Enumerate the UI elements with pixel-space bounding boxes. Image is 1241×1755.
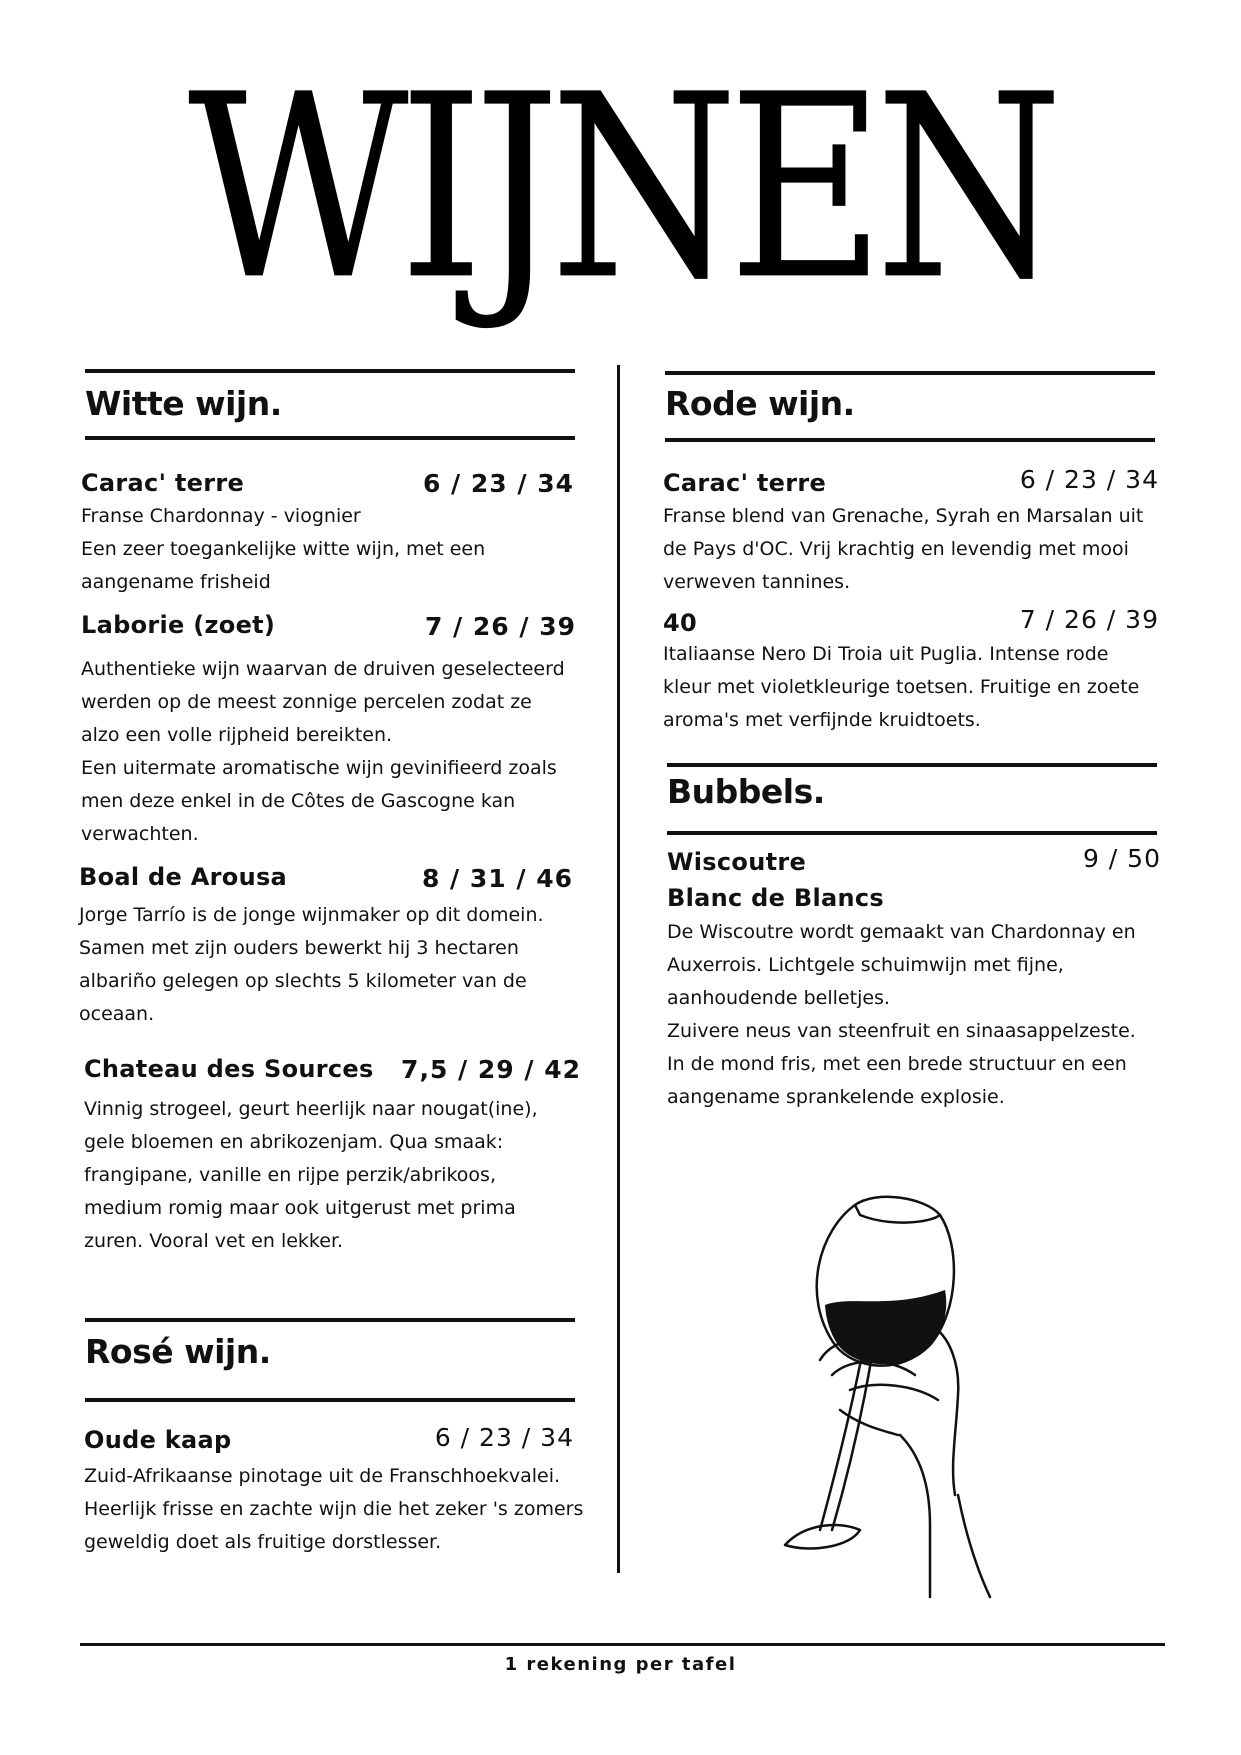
page-title: WIJNEN <box>187 39 1054 336</box>
section-title-witte: Witte wijn. <box>85 384 282 423</box>
wine-name: Boal de Arousa <box>79 863 288 891</box>
wine-name: Chateau des Sources <box>84 1055 374 1083</box>
wine-price: 7 / 26 / 39 <box>424 612 576 641</box>
section-rule-bottom <box>85 436 575 440</box>
wine-description: Italiaanse Nero Di Troia uit Puglia. Intense rode kleur met violetkleurige toetsen. Fruitige en zoete aroma's met verfijnde kruidtoets. <box>663 643 1140 731</box>
section-rule-top <box>85 369 575 373</box>
section-rule-bottom <box>85 1398 575 1402</box>
wine-price: 9 / 50 <box>1082 844 1161 873</box>
wine-description: Authentieke wijn waarvan de druiven geselecteerd werden op de meest zonnige percelen zodat ze alzo een volle rijpheid bereikten. Een uitermate aromatische wijn gevinifieerd zoals men deze enkel in de Côtes de Gascogne kan verwachten. <box>81 658 565 845</box>
wine-subname: Blanc de Blancs <box>667 884 885 912</box>
section-title-bubbels: Bubbels. <box>667 772 825 811</box>
wine-price: 7 / 26 / 39 <box>1019 605 1159 634</box>
wine-price: 6 / 23 / 34 <box>422 469 574 498</box>
section-rule-top <box>665 371 1155 375</box>
wine-price: 6 / 23 / 34 <box>434 1423 574 1452</box>
wine-description: De Wiscoutre wordt gemaakt van Chardonnay en Auxerrois. Lichtgele schuimwijn met fijne, aanhoudende belletjes. Zuivere neus van steenfruit en sinaasappelzeste. In de mond fris, met een brede structuur en een aangename sprankelende explosie. <box>667 921 1136 1108</box>
section-rule-bottom <box>667 831 1157 835</box>
footer-note: 1 rekening per tafel <box>504 1654 737 1675</box>
wine-name: Carac' terre <box>663 469 827 497</box>
section-title-rode: Rode wijn. <box>665 384 855 423</box>
wine-price: 8 / 31 / 46 <box>421 864 573 893</box>
column-divider <box>617 365 620 1573</box>
footer-rule <box>80 1643 1165 1646</box>
wine-name: Oude kaap <box>84 1426 232 1454</box>
section-rule-top <box>85 1318 575 1322</box>
wine-glass-hand-icon <box>780 1185 1020 1600</box>
wine-name: 40 <box>663 609 697 637</box>
wine-name: Carac' terre <box>81 469 245 497</box>
wine-description: Franse Chardonnay - viognier Een zeer toegankelijke witte wijn, met een aangename frisheid <box>81 505 486 593</box>
wine-description: Franse blend van Grenache, Syrah en Marsalan uit de Pays d'OC. Vrij krachtig en levendig met mooi verweven tannines. <box>663 505 1144 593</box>
wine-name: Laborie (zoet) <box>81 611 276 639</box>
wine-description: Jorge Tarrío is de jonge wijnmaker op dit domein. Samen met zijn ouders bewerkt hij 3 hectaren albariño gelegen op slechts 5 kilometer van de oceaan. <box>79 904 544 1025</box>
wine-name: Wiscoutre <box>667 848 807 876</box>
section-rule-bottom <box>665 438 1155 442</box>
section-title-rose: Rosé wijn. <box>85 1332 271 1371</box>
wine-price: 6 / 23 / 34 <box>1019 465 1159 494</box>
wine-price: 7,5 / 29 / 42 <box>401 1055 581 1084</box>
wine-description: Zuid-Afrikaanse pinotage uit de Franschhoekvalei. Heerlijk frisse en zachte wijn die het zeker 's zomers geweldig doet als fruitige dorstlesser. <box>84 1465 584 1553</box>
wine-description: Vinnig strogeel, geurt heerlijk naar nougat(ine), gele bloemen en abrikozenjam. Qua smaak: frangipane, vanille en rijpe perzik/abrikoos, medium romig maar ook uitgerust met prima zuren. Vooral vet en lekker. <box>84 1098 538 1252</box>
section-rule-top <box>667 763 1157 767</box>
